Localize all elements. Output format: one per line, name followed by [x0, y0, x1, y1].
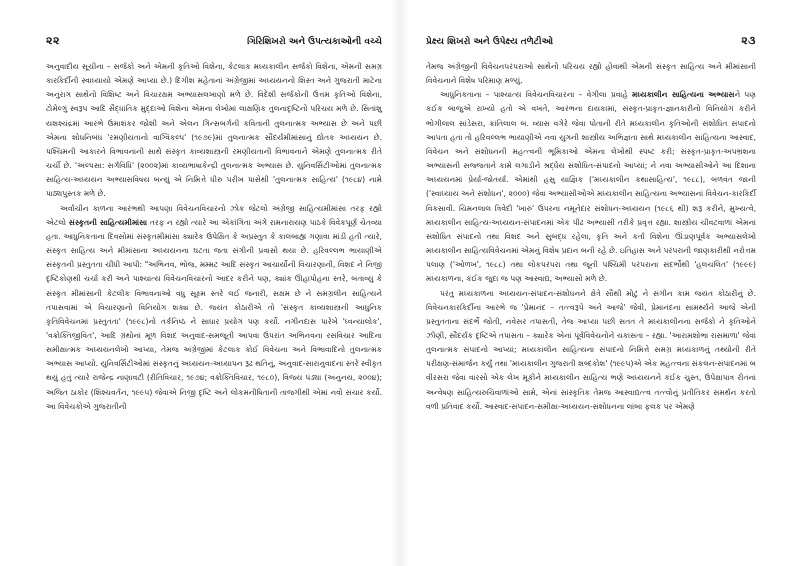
- left-running-head: ગિરિશિખરો અને ઉપત્યકાઓની વચ્ચે: [247, 37, 382, 47]
- right-page-number: ૨૩: [741, 34, 756, 47]
- left-page-number: ૨૨: [46, 34, 60, 47]
- left-page-body: [46, 60, 382, 414]
- bold-term: મધ્યકાલીન સાહિત્યના અભ્યાસ: [632, 90, 735, 100]
- body-paragraph: આધુનિકતાના – પાશ્ચાત્ય વિવેચનવિચારના – વેગીલા પ્રવાહે મધ્યકાલીન સાહિત્યના અભ્યાસને પણ કંઈક બાજુએ રાખ્યો હતો એ વખતે, આરંભના દાયકામાં, સંસ્કૃત-પ્રાકૃત-જ્ઞાનકારીનો વિનિયોગ કરીને ભોગીલાલ સાંડેસરા, ક્રાંતિલાલ બ. વ્યાસ વગેરે જેવા પોતાની રીતે મધ્યકાલીન કૃતિઓની સંશોધિત સંપાદનો આપતા હતા તો હરિવલ્લભ ભાયાણીએ નવા યુગની શાસ્ત્રીય અભિજ્ઞતા સાથે મધ્યકાલીન સાહિત્યના આસ્વાદ, વિવેચન અને સંશોધનની મહત્ત્વની ભૂમિકાઓ એમના લેખોથી સ્પષ્ટ કરી; સંસ્કૃત-પ્રાકૃત-અપભ્રંશના અભ્યાસની સજ્જતાને કામે લગાડીને શ્રદ્ધેય સંશોધિત-સંપાદનો આપ્યાં; ને નવા અભ્યાસીઓને આ દિશાના અધ્યયનમાં પ્રેર્યા-જોતર્યા. એમાંથી હસુ યાજ્ઞિક ('મધ્યકાલીન કથાસાહિત્ય', ૧૯૮૮), બળવંત જાની ('સ્વાધ્યાય અને સંશોધન', ૨૦૦૦) જેવા અભ્યાસીઓએ મધ્યકાલીન સાહિત્યના અભ્યાસનાં વિવેચન-કારકિર્દી વિકસાવી. ચિમનલાલ ત્રિવેદી 'ખારું' ઉપરના નમૂનેદાર સંશોધન-અધ્યયન (૧૯૮૬ થી) શરૂ કરીને, મુખ્યત્વે, મધ્યકાલીન સાહિત્ય-અધ્યયન-સંપાદનમાં એક પીઢ અભ્યાસી તરીકે પ્રવૃત્ત રહ્યા. શાસ્ત્રીય ચીવટવાળાં એમનાં સંશોધિત સંપાદનો તથા વિશદ અને સુબદ્ધ રહેલા, કૃતિ અને કર્તા વિશેના ઊંડાણપૂર્વક અભ્યાસલેખો મધ્યકાલીન સાહિત્યવિવેચનમાં એમનું વિશેષ પ્રદાન બની રહે છે. ઇતિહાસ અને પરંપરાની જાણકારીથી નરોત્તમ પલાણ ('ઓળખ', ૧૯૮૮) તથા લોકપરંપરા તથા જૂની પશ્ચિમી પરંપરાના સંદર્ભોથી 'હલચલિત' (૧૯૯૯) મધ્યકાળના, કંઈક જુદા જ પણ આસ્વાદ્ય, અભ્યાસો મળે છે.: [426, 90, 756, 284]
- body-paragraph: તેમજ અંગ્રેજીની વિવેચનપરંપરાઓ સાથેનો પરિચય રહ્યો હોવાથી એમની સંસ્કૃત સાહિત્ય અને મીમાંસાની વિવેચનાને વિશેષ પરિમાણ મળ્યું.: [426, 62, 756, 86]
- right-page: [400, 0, 800, 566]
- right-running-head: પ્રેક્ષ્ય શિખરો અને ઉપેક્ષ્ય તળેટીઓ: [426, 37, 554, 47]
- body-paragraph: અનુવાદીય સૂચીના – સર્જકો અને એમની કૃતિઓ વિશેના, કેટલાક મધ્યકાલીન સર્જકો વિશેના, એમની સમગ્ર કારકિર્દીની સ્વાધ્યાયો એમણે આપ્યા છે.) દિગીશ મહેતાનાં અંગ્રેજીમાં અધ્યયનનો શિસ્ત અને ગુજરાતી માટેના અનુરાગ સાથેનો વિશિષ્ટ અને વિચારક્ષમ અભ્યાસલખાણો મળે છે. વિદેશી સર્જકોની ઉત્તમ કૃતિઓ વિશેના, ટોમેલ્ગું સ્વરૂપ આદિ સૈદ્ધાંતિક મુદ્દાઓ વિશેના એમના લેખોમાં લાક્ષણિક તુલનાદૃષ્ટિનો પરિચય મળે છે. સિતાંશુ યશશ્ચંદ્રમાં આરંભે ઉમાશંકર જોશી અને એલન ગિન્સબર્ગની કવિતાની તુલનાત્મક અભ્યાસ છે અને પછી એમના શોધનિબંધ 'રમણીયતાનો વાગ્વિકલ્પ' (૧૯૭૯)માં તુલનાત્મક સૌંદર્યમીમાંસાનું દ્યોતક અધ્યયન છે. પશ્ચિમની આકારને વિભાવનાની સાથે સંસ્કૃત કાવ્યશાસ્ત્રની રમણીયતાની વિભાવનાને એમણે તુલનાત્મક રીતે ચર્ચી છે. 'અલ્પસા: સર્ગવિધિ' (૨૦૦૨)માં કાવ્યભાષાકેન્દ્રી તુલનાત્મક અભ્યાસ છે. યુનિવર્સિટીઓમાં તુલનાત્મક સાહિત્ય-અધ્યયન અભ્યાસવિષય બન્યું એ નિમિત્તે ધીરુ પરીખ પાસેથી 'તુલનાત્મક સાહિત્ય' (૧૯૮૪) નામે પાઠ્યપુસ્તક મળે છે.: [46, 62, 382, 199]
- left-page-header: [46, 34, 382, 54]
- bold-term: સંસ્કૃતની સાહિત્યમીમાંસા: [68, 217, 148, 227]
- body-paragraph: પરંતુ મધ્યકાળના અધ્યયન-સંપાદન-સંશોધનને ક્ષેત્રે સૌથી મોટું ને સંગીન કામ જયંત કોઠારીનું છે. વિવેચનકારકિર્દીના આરંભે જ 'પ્રેમાનંદ – તત્ત્વરૂપે અને આજે' જેવી, પ્રેમાનંદના સામર્થ્યને આજે એની પ્રસ્તુતતાના સંદર્ભે જોતી, નવેસર તપાસતી, તેજ આપ્યા પછી સતત તે મધ્યકાલીનના સર્જકો ને કૃતિઓને ઝીણી, સૌંદર્યક દૃષ્ટિએ તપાસતા – ક્યારેક એનાં પૂર્વવિવેચનોને ચકાસતા – રહ્યા. 'આરામશોભા રાસમાળા' જેવાં તુલનાત્મક સંપાદનો આપ્યાં; મધ્યકાલીન સાહિત્યના સંપાદનો નિમિત્તે સમગ્ર મધ્યકાળનું તથ્યોની રીતે પરીક્ષણ-સંમાર્જન કર્યું તથા 'મધ્યકાલીન ગુજરાતી શબ્દકોશ' (૧૯૯૫)એ એક મહત્ત્વના સંકલન-સંપાદનમાં બ વીરસરા જેવા વારસો એક લેખ મૂકીને મધ્યકાલીન સાહિત્ય ભણે અધ્યયનને કંઈક ચુસ્ત, ઉપેક્ષાપાત્ર રીતનાં અન્વેષણ સાહિત્યરુચિવાળાંઓ સામે, એનાં સાંસ્કૃતિક તેમજ આસ્વાદ્યત્ત્વ તત્ત્વોનું પ્રતીતિકર સમર્થન કરતો વળી પ્રતિવાદ કર્યો. આસ્વાદ-સંપાદન-સમીક્ષા-અધ્યયન-સંશોધનના લાંબા ફલક પર એમણે: [426, 288, 756, 411]
- body-paragraph: અર્વાચીન કાળના આરંભથી આપણા વિવેચનવિચારનો ઝોક જેટલો અંગ્રેજી સાહિત્યમીમાંસા તરફ રહ્યો એટલો સંસ્કૃતની સાહિત્યમીમાંસા તરફ ન રહ્યો ત્યારે આ એકાંગિતા અંગે રામનારાયણ પાઠકે વિવેકપૂર્ણ ચેતવ્યા હતા. આધુનિકતાના દિવસોમાં સંસ્કૃતમીમાંસા ક્યારેક ઉપેક્ષિત કે અપ્રસ્તુત કે કાલબાહ્ય ગણાવા માંડી હતી ત્યારે, સંસ્કૃત સાહિત્ય અને મીમાંસાના અધ્યયનના ઘટતા જતા સંગીની પ્રવાસો થયા છે. હરિવલ્લભ ભાયાણીએ સંસ્કૃતની પ્રસ્તુતતા ચીંધી આપી: "અભિનવ, ભોજ, મમ્મટ આદિ સંસ્કૃત આચાર્યોની વિચારણાની, વિશદ ને નિજી દૃષ્ટિકોણથી ચર્ચા કરી અને પાશ્ચાત્ય વિવેચનવિચારનો આદર કરીને પણ, ક્યાંક ઊહાપોહના સ્તરે, બતાવ્યું કે સંસ્કૃત મીમાંસાની કેટલીક વિભાવનાઓ વધુ સૂક્ષ્મ સ્તરે લઈ જનારી, સક્ષમ છે ને સમગ્રલીન સાહિત્યને તપાસવામાં એ વિચારણાનો વિનિયોગ શક્ય છે. જયંત કોઠારીએ તો 'સંસ્કૃત કાવ્યશાસ્ત્રની આધુનિક કૃતિવિવેચનમાં પ્રસ્તુતતા' (૧૯૯૮)નો તર્કનિષ્ઠ ને સાધાર પ્રયોગ પણ કર્યો. નગીનદાસ પારેખે 'ધ્વન્યાલોક', 'વક્રોક્તિજીવિત', આદિ ગ્રંથોનાં મૂળ વિશદ અનુવાદ-સમજૂતી આપવા ઉપરાંત અભિનવના રસવિચાર આદિના સમીક્ષાત્મક અધ્યયનલેખો આપ્યા, તેમજ અંગ્રેજીમાં કેટલાક કોઈ વિવેચના અને વિભાવાદિનો તુલનાત્મક અભ્યાસ આપ્યો. યુનિવર્સિટીઓમાં સંસ્કૃતનું અધ્યયન-અધ્યાપન રૂઢ થતિનું, અનુવાદ-સારાનુવાદના સ્તરે સ્વીકૃત થયું હતું ત્યારે રાજેન્દ્ર નાણાવટી (રીતિવિચાર, ૧૯૭૪; વક્રોક્તિવિચાર, ૧૯૮૦), વિજય પંડ્યા (અનુનય, ૨૦૦૪); અજિત ઠાકોર (શિશ્ચવર્તન, ૧૯૯૫) જેવાએ નિજી દૃષ્ટિ અને લોકમનીષિતાની તાજગીથી એમાં નવો સંચાર કર્યો. આ વિવેચકોએ ગુજરાતીની: [46, 203, 382, 411]
- right-page-body: [426, 60, 756, 414]
- right-page-header: [426, 34, 756, 54]
